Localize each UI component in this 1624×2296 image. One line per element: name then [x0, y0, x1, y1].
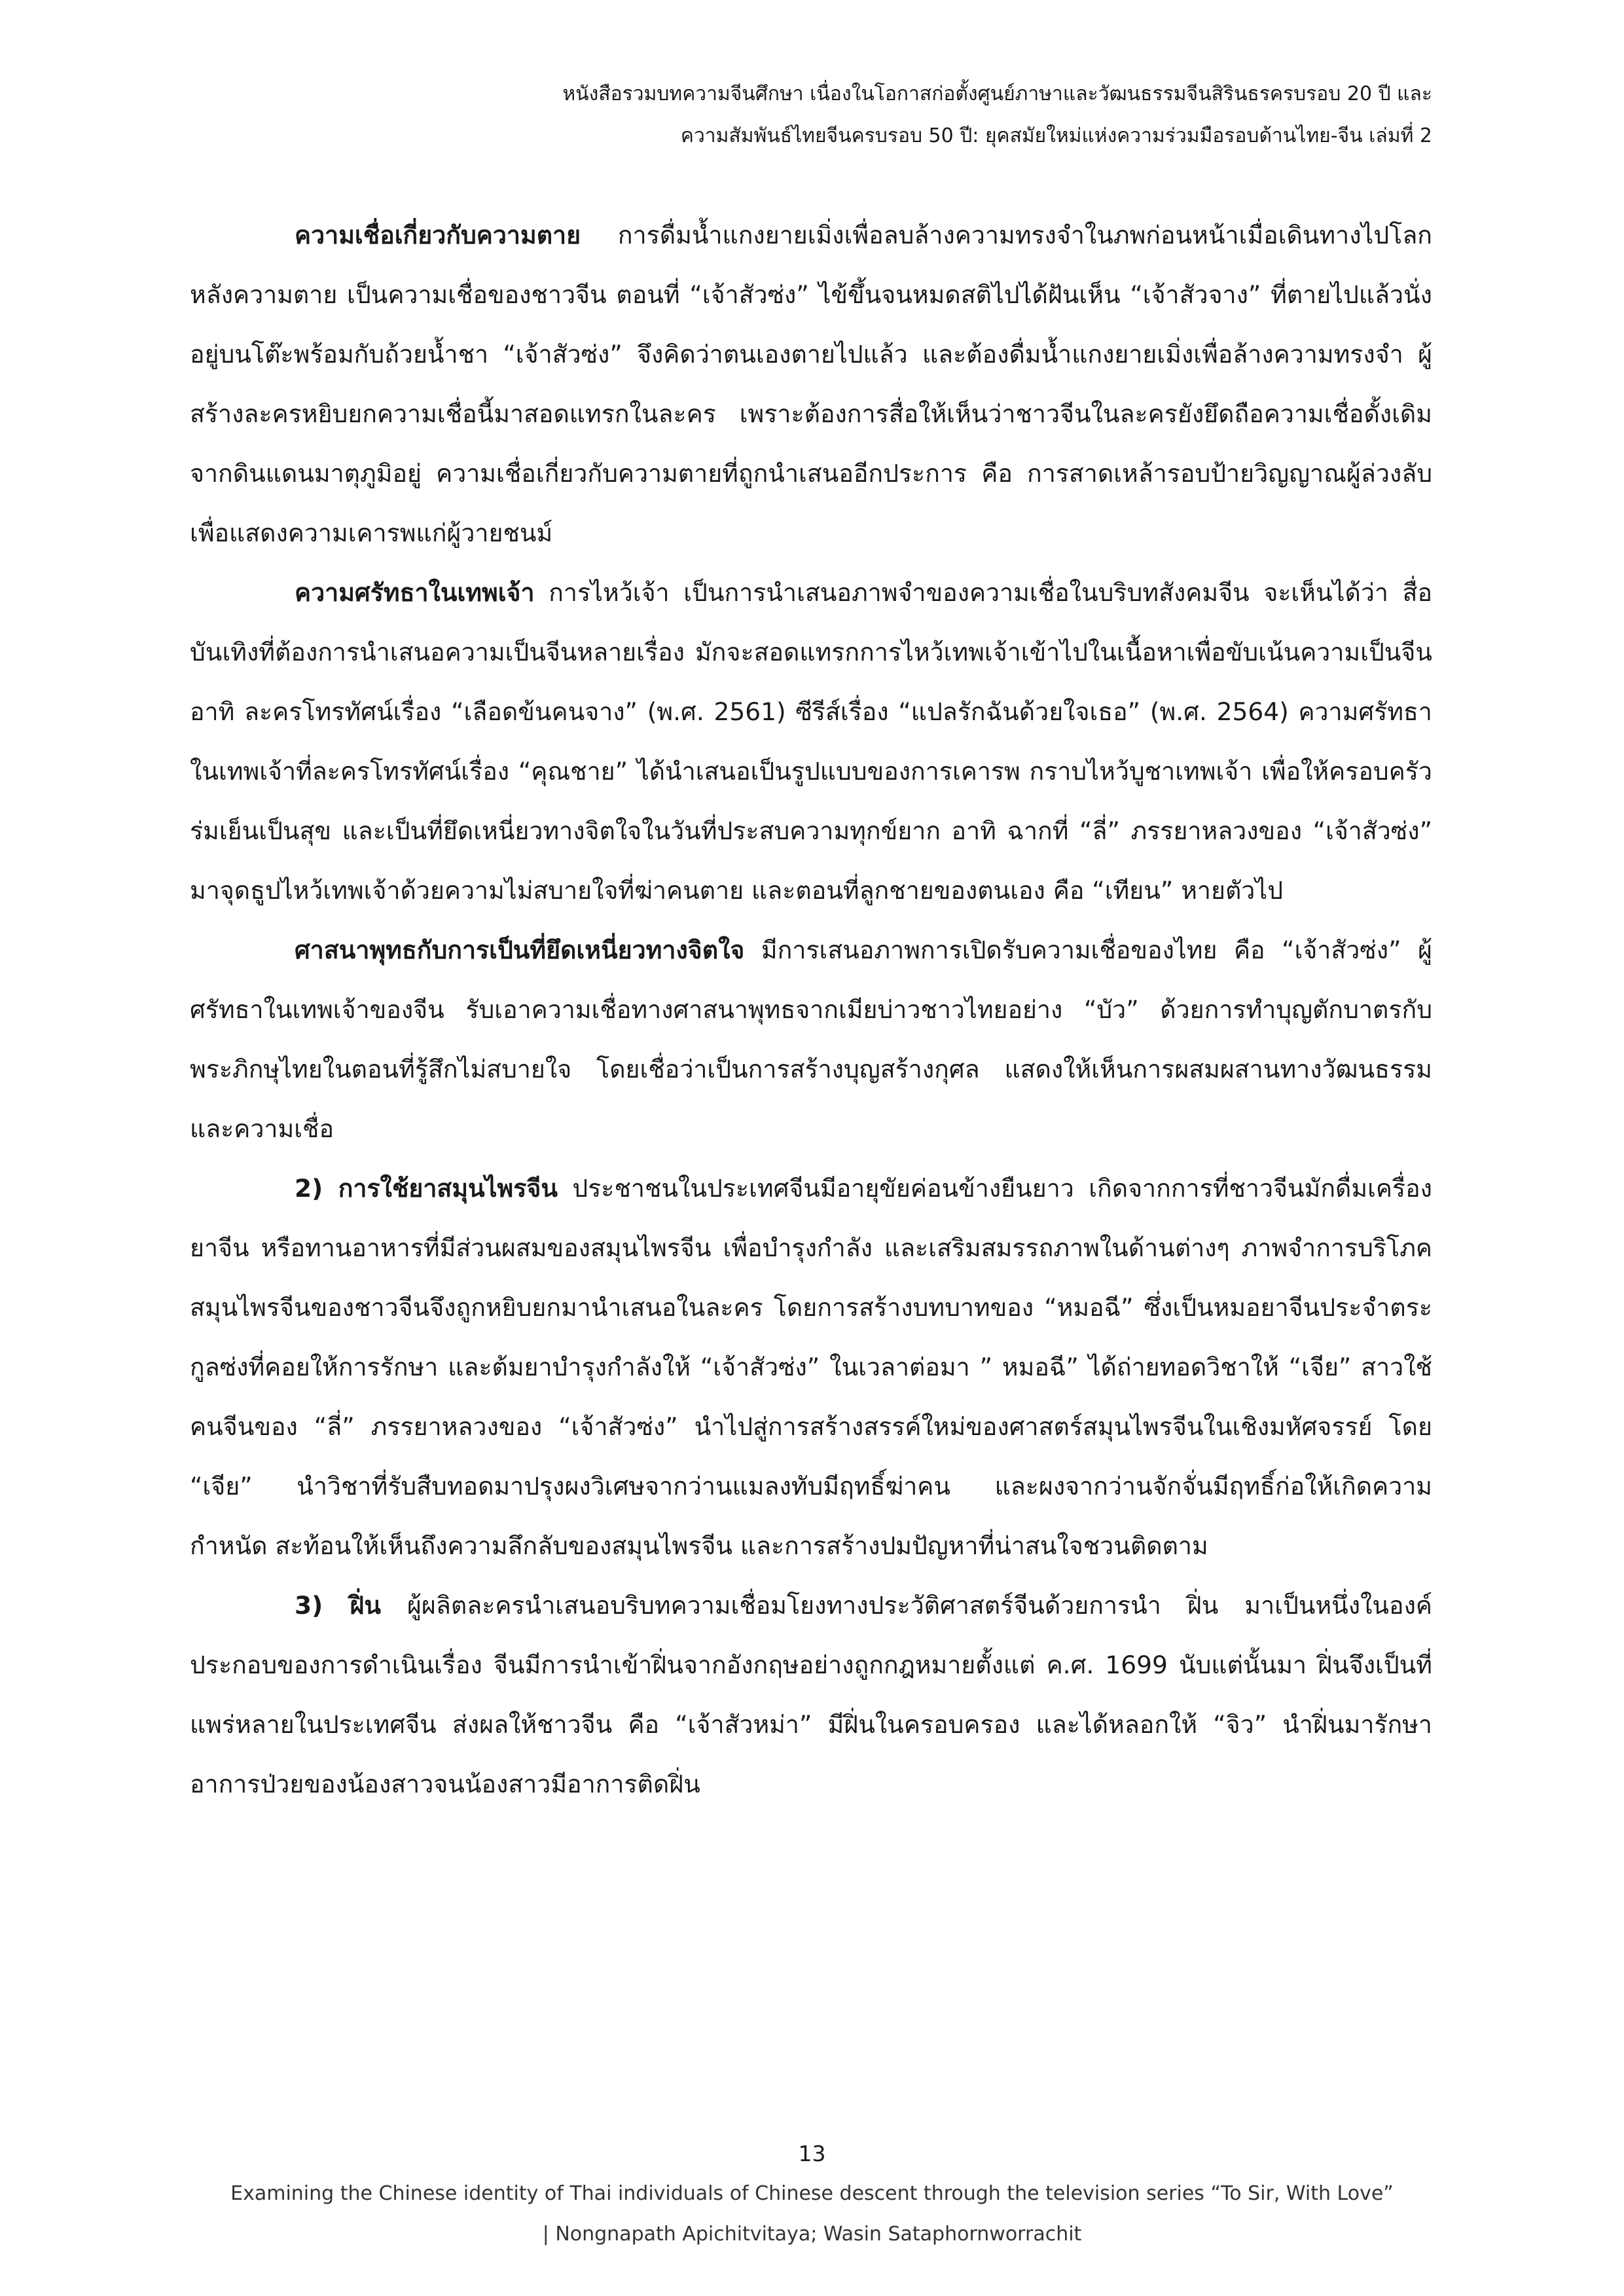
footer-article-title: Examining the Chinese identity of Thai individuals of Chinese descent through the television series “To Sir, With Love”: [230, 2182, 1394, 2205]
paragraph-beliefs-about-death: [190, 206, 1432, 563]
running-header: [190, 73, 1432, 157]
paragraph-heading: ความเชื่อเกี่ยวกับความตาย: [295, 221, 581, 249]
paragraph-text: ผู้ผลิตละครนำเสนอบริบทความเชื่อมโยงทางประวัติศาสตร์จีนด้วยการนำ ฝิ่น มาเป็นหนึ่งในองค์ประกอบของการดำเนินเรื่อง จีนมีการนำเข้าฝิ่นจากอังกฤษอย่างถูกกฎหมายตั้งแต่ ค.ศ. 1699 นับแต่นั้นมา ฝิ่นจึงเป็นที่แพร่หลายในประเทศจีน ส่งผลให้ชาวจีน คือ “เจ้าสัวหม่า” มีฝิ่นในครอบครอง และได้หลอกให้ “จิว” นำฝิ่นมารักษาอาการป่วยของน้องสาวจนน้องสาวมีอาการติดฝิ่น: [190, 1591, 1432, 1798]
footer-authors: | Nongnapath Apichitvitaya; Wasin Sataphornworrachit: [542, 2223, 1082, 2246]
header-line-2: ความสัมพันธ์ไทยจีนครบรอบ 50 ปี: ยุคสมัยใหม่แห่งความร่วมมือรอบด้านไทย-จีน เล่มที่ 2: [680, 124, 1432, 147]
paragraph-text: มีการเสนอภาพการเปิดรับความเชื่อของไทย คือ “เจ้าสัวซ่ง” ผู้ศรัทธาในเทพเจ้าของจีน รับเอาความเชื่อทางศาสนาพุทธจากเมียบ่าวชาวไทยอย่าง “บัว” ด้วยการทำบุญตักบาตรกับพระภิกษุไทยในตอนที่รู้สึกไม่สบายใจ โดยเชื่อว่าเป็นการสร้างบุญสร้างกุศล แสดงให้เห็นการผสมผสานทางวัฒนธรรม และความเชื่อ: [190, 936, 1432, 1143]
paragraph-buddhism: [190, 920, 1432, 1159]
paragraph-text: ประชาชนในประเทศจีนมีอายุขัยค่อนข้างยืนยาว เกิดจากการที่ชาวจีนมักดื่มเครื่องยาจีน หรือทานอาหารที่มีส่วนผสมของสมุนไพรจีน เพื่อบำรุงกำลัง และเสริมสมรรถภาพในด้านต่างๆ ภาพจำการบริโภคสมุนไพรจีนของชาวจีนจึงถูกหยิบยกมานำเสนอในละคร โดยการสร้างบทบาทของ “หมอฉี” ซึ่งเป็นหมอยาจีนประจำตระกูลซ่งที่คอยให้การรักษา และต้มยาบำรุงกำลังให้ “เจ้าสัวซ่ง” ในเวลาต่อมา ” หมอฉี” ได้ถ่ายทอดวิชาให้ “เจีย” สาวใช้คนจีนของ “ลี่” ภรรยาหลวงของ “เจ้าสัวซ่ง” นำไปสู่การสร้างสรรค์ใหม่ของศาสตร์สมุนไพรจีนในเชิงมหัศจรรย์ โดย “เจีย” นำวิชาที่รับสืบทอดมาปรุงผงวิเศษจากว่านแมลงทับมีฤทธิ์ฆ่าคน และผงจากว่านจักจั่นมีฤทธิ์ก่อให้เกิดความกำหนัด สะท้อนให้เห็นถึงความลึกลับของสมุนไพรจีน และการสร้างปมปัญหาที่น่าสนใจชวนติดตาม: [190, 1174, 1432, 1560]
header-line-1: หนังสือรวมบทความจีนศึกษา เนื่องในโอกาสก่อตั้งศูนย์ภาษาและวัฒนธรรมจีนสิรินธรครบรอบ 20 ปี และ: [562, 82, 1432, 105]
paragraph-heading: 2) การใช้ยาสมุนไพรจีน: [295, 1174, 558, 1203]
paragraph-text: การไหว้เจ้า เป็นการนำเสนอภาพจำของความเชื่อในบริบทสังคมจีน จะเห็นได้ว่า สื่อบันเทิงที่ต้องการนำเสนอความเป็นจีนหลายเรื่อง มักจะสอดแทรกการไหว้เทพเจ้าเข้าไปในเนื้อหาเพื่อขับเน้นความเป็นจีน อาทิ ละครโทรทัศน์เรื่อง “เลือดข้นคนจาง” (พ.ศ. 2561) ซีรีส์เรื่อง “แปลรักฉันด้วยใจเธอ” (พ.ศ. 2564) ความศรัทธาในเทพเจ้าที่ละครโทรทัศน์เรื่อง “คุณชาย” ได้นำเสนอเป็นรูปแบบของการเคารพ กราบไหว้บูชาเทพเจ้า เพื่อให้ครอบครัวร่มเย็นเป็นสุข และเป็นที่ยึดเหนี่ยวทางจิตใจในวันที่ประสบความทุกข์ยาก อาทิ ฉากที่ “ลี่” ภรรยาหลวงของ “เจ้าสัวซ่ง” มาจุดธูปไหว้เทพเจ้าด้วยความไม่สบายใจที่ฆ่าคนตาย และตอนที่ลูกชายของตนเอง คือ “เทียน” หายตัวไป: [190, 578, 1432, 905]
page-footer: [0, 2134, 1624, 2255]
paragraph-heading: 3) ฝิ่น: [295, 1591, 381, 1620]
paragraph-heading: ศาสนาพุทธกับการเป็นที่ยึดเหนี่ยวทางจิตใจ: [295, 936, 745, 964]
page-number: 13: [798, 2141, 826, 2166]
paragraph-chinese-herbal-medicine: [190, 1159, 1432, 1576]
body-text: [190, 206, 1432, 1814]
paragraph-faith-in-deities: [190, 563, 1432, 920]
paragraph-heading: ความศรัทธาในเทพเจ้า: [295, 578, 535, 607]
paragraph-opium: [190, 1576, 1432, 1814]
paragraph-text: การดื่มน้ำแกงยายเมิ่งเพื่อลบล้างความทรงจำในภพก่อนหน้าเมื่อเดินทางไปโลกหลังความตาย เป็นความเชื่อของชาวจีน ตอนที่ “เจ้าสัวซ่ง” ไข้ขึ้นจนหมดสติไปได้ฝันเห็น “เจ้าสัวจาง” ที่ตายไปแล้วนั่งอยู่บนโต๊ะพร้อมกับถ้วยน้ำชา “เจ้าสัวซ่ง” จึงคิดว่าตนเองตายไปแล้ว และต้องดื่มน้ำแกงยายเมิ่งเพื่อล้างความทรงจำ ผู้สร้างละครหยิบยกความเชื่อนี้มาสอดแทรกในละคร เพราะต้องการสื่อให้เห็นว่าชาวจีนในละครยังยึดถือความเชื่อดั้งเดิมจากดินแดนมาตุภูมิอยู่ ความเชื่อเกี่ยวกับความตายที่ถูกนำเสนออีกประการ คือ การสาดเหล้ารอบป้ายวิญญาณผู้ล่วงลับ เพื่อแสดงความเคารพแก่ผู้วายชนม์: [190, 221, 1432, 547]
